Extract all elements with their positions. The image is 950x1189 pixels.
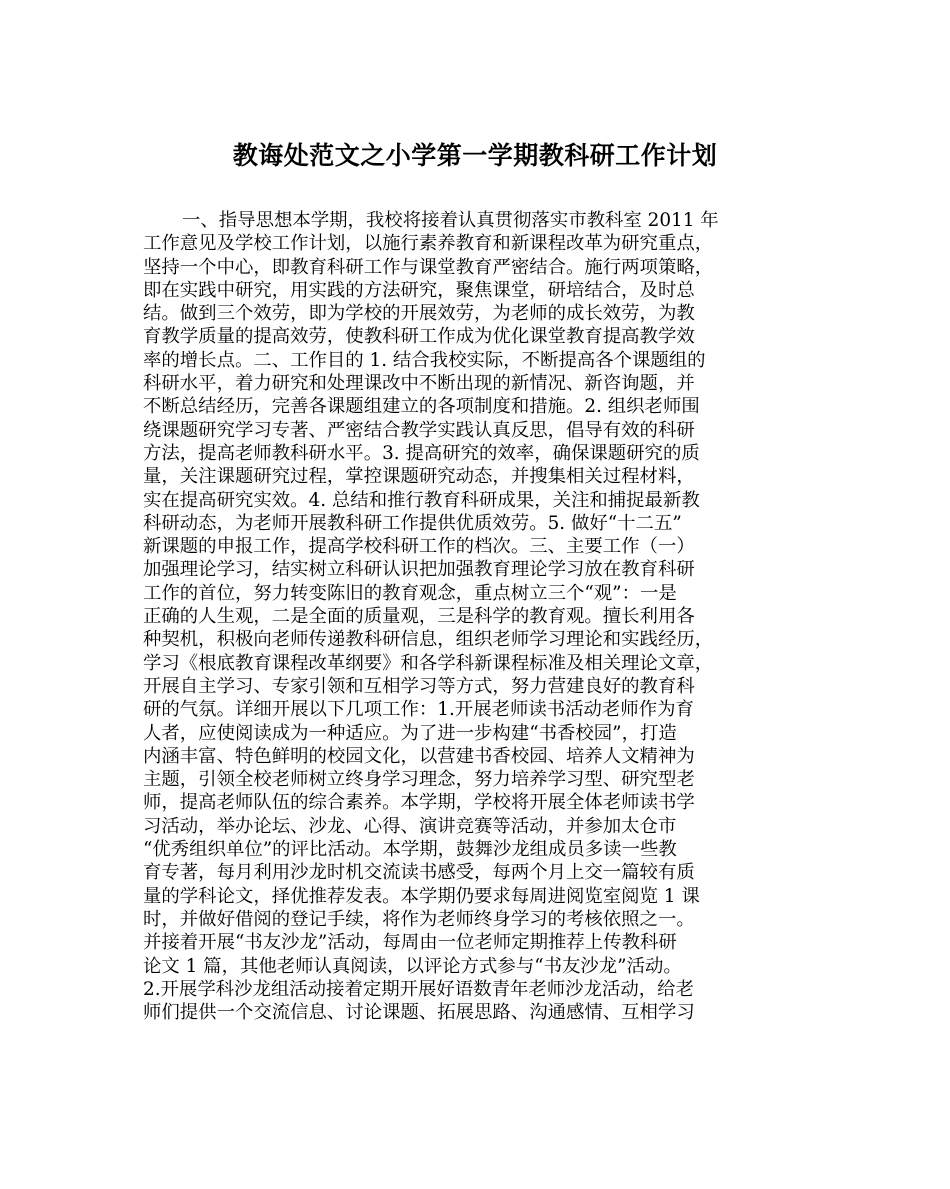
body-line: 一、指导思想本学期，我校将接着认真贯彻落实市教科室 2011 年 [182, 210, 719, 231]
body-line: 率的增长点。二、工作目的 1. 结合我校实际，不断提高各个课题组的 [143, 349, 706, 371]
document-body [143, 209, 813, 1024]
body-line: 主题，引领全校老师树立终身学习理念，努力培养学习型、研究型老 [143, 769, 695, 791]
body-line: 人者，应使阅读成为一种适应。为了进一步构建“书香校园”，打造 [143, 722, 677, 744]
body-line: 师，提高老师队伍的综合素养。本学期，学校将开展全体老师读书学 [143, 792, 695, 814]
body-line: “优秀组织单位”的评比活动。本学期，鼓舞沙龙组成员多读一些教 [143, 839, 677, 861]
body-line: 即在实践中研究，用实践的方法研究，聚焦课堂，研培结合，及时总 [143, 279, 695, 301]
body-line: 论文 1 篇，其他老师认真阅读，以评论方式参与“书友沙龙”活动。 [143, 955, 682, 977]
body-line: 内涵丰富、特色鲜明的校园文化，以营建书香校园、培养人文精神为 [143, 745, 695, 767]
body-line: 不断总结经历，完善各课题组建立的各项制度和措施。2. 组织老师围 [143, 396, 700, 418]
body-line: 科研动态，为老师开展教科研工作提供优质效劳。5. 做好“十二五” [143, 512, 682, 534]
body-line: 2.开展学科沙龙组活动接着定期开展好语数青年老师沙龙活动，给老 [143, 978, 694, 1000]
body-line: 实在提高研究实效。4. 总结和推行教育科研成果，关注和捕捉最新教 [143, 489, 700, 511]
body-line: 习活动，举办论坛、沙龙、心得、演讲竞赛等活动，并参加太仓市 [143, 815, 677, 837]
body-line: 坚持一个中心，即教育科研工作与课堂教育严密结合。施行两项策略， [143, 256, 714, 278]
body-line: 工作意见及学校工作计划，以施行素养教育和新课程改革为研究重点， [143, 233, 714, 255]
body-line: 种契机，积极向老师传递教科研信息，组织老师学习理论和实践经历， [143, 629, 714, 651]
body-line: 量的学科论文，择优推荐发表。本学期仍要求每周进阅览室阅览 1 课 [143, 885, 700, 907]
body-line: 工作的首位，努力转变陈旧的教育观念，重点树立三个“观”：一是 [143, 582, 677, 604]
body-line: 正确的人生观，二是全面的质量观，三是科学的教育观。擅长利用各 [143, 606, 695, 628]
body-line: 绕课题研究学习专著、严密结合教学实践认真反思，倡导有效的科研 [143, 419, 695, 441]
document-title: 教诲处范文之小学第一学期教科研工作计划 [232, 141, 718, 170]
body-line: 时，并做好借阅的登记手续，将作为老师终身学习的考核依照之一。 [143, 908, 695, 930]
body-line: 学习《根底教育课程改革纲要》和各学科新课程标准及相关理论文章， [143, 652, 714, 674]
body-line: 新课题的申报工作，提高学校科研工作的档次。三、主要工作（一） [143, 536, 695, 558]
body-line: 师们提供一个交流信息、讨论课题、拓展思路、沟通感情、互相学习 [143, 1002, 695, 1024]
body-line: 并接着开展“书友沙龙”活动，每周由一位老师定期推荐上传教科研 [143, 932, 677, 954]
body-line: 加强理论学习，结实树立科研认识把加强教育理论学习放在教育科研 [143, 559, 695, 581]
body-line: 育教学质量的提高效劳，使教科研工作成为优化课堂教育提高教学效 [143, 326, 695, 348]
body-line: 结。做到三个效劳，即为学校的开展效劳，为老师的成长效劳，为教 [143, 303, 695, 325]
body-line: 方法，提高老师教科研水平。3. 提高研究的效率，确保课题研究的质 [143, 442, 700, 464]
body-line: 研的气氛。详细开展以下几项工作：1.开展老师读书活动老师作为育 [143, 699, 694, 721]
body-line: 科研水平，着力研究和处理课改中不断出现的新情况、新咨询题，并 [143, 373, 695, 395]
body-line: 育专著，每月利用沙龙时机交流读书感受，每两个月上交一篇较有质 [143, 862, 695, 884]
body-line: 量，关注课题研究过程，掌控课题研究动态，并搜集相关过程材料， [143, 466, 695, 488]
body-line: 开展自主学习、专家引领和互相学习等方式，努力营建良好的教育科 [143, 675, 695, 697]
